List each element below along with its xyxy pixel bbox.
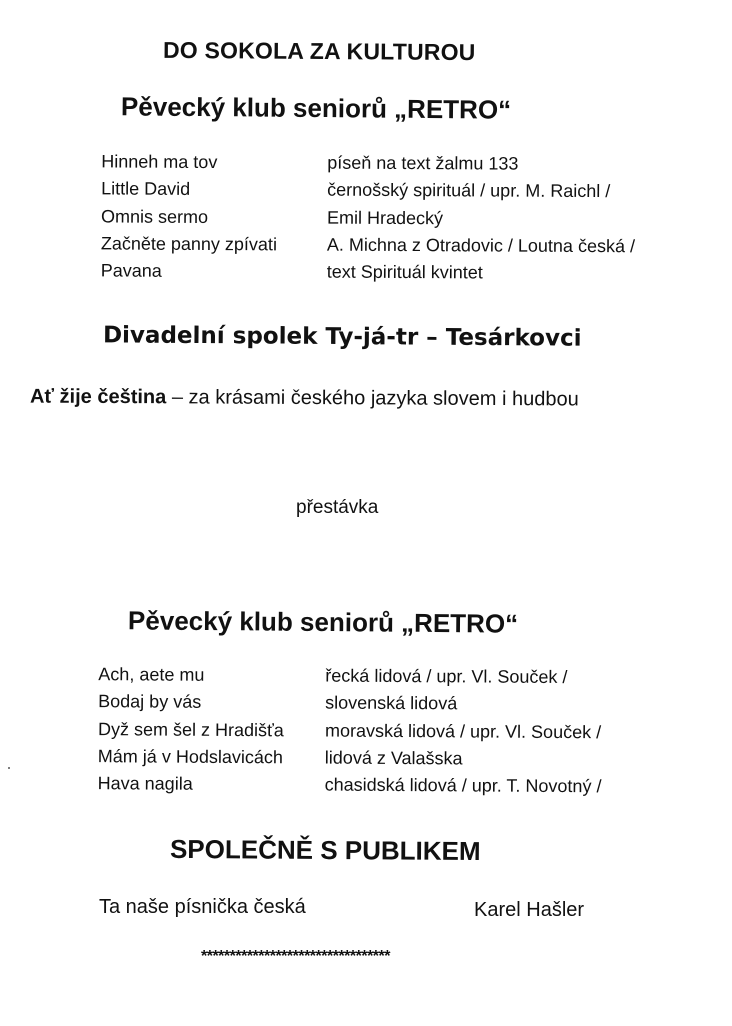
program-title: DO SOKOLA ZA KULTUROU: [162, 36, 476, 66]
repertoire-row: [101, 148, 701, 178]
song-note: lidová z Valašska: [324, 747, 463, 769]
section-heading-audience: SPOLEČNĚ S PUBLIKEM: [169, 833, 481, 867]
song-note: černošský spirituál / upr. M. Raichl /: [327, 179, 611, 202]
song-note: řecká lidová / upr. Vl. Souček /: [325, 665, 568, 688]
repertoire-row: [98, 770, 698, 801]
footer-separator: *********************************: [201, 948, 390, 965]
performance-title: Ať žije čeština: [29, 385, 167, 409]
song-title: Dyž sem šel z Hradišťa: [97, 718, 284, 740]
song-title: Hava nagila: [97, 773, 193, 794]
repertoire-row: [101, 203, 701, 233]
song-note: moravská lidová / upr. Vl. Souček /: [324, 720, 602, 742]
repertoire-row: [98, 661, 698, 692]
song-title: Ach, aete mu: [98, 664, 205, 685]
repertoire-row: [98, 716, 698, 747]
section-heading-theatre: Divadelní spolek Ty-já-tr – Tesárkovci: [102, 322, 582, 352]
finale-song-title: Ta naše písnička česká: [99, 896, 306, 918]
repertoire-row: [98, 688, 698, 719]
song-note: A. Michna z Otradovic / Loutna česká /: [326, 234, 636, 257]
song-title: Little David: [101, 178, 191, 200]
song-title: Začněte panny zpívati: [100, 233, 278, 255]
song-note: Emil Hradecký: [326, 207, 444, 228]
song-title: Hinneh ma tov: [101, 151, 218, 173]
repertoire-list-1: [101, 148, 702, 288]
section-heading-retro-1: Pěvecký klub seniorů „RETRO“: [120, 91, 512, 125]
song-note: píseň na text žalmu 133: [327, 152, 519, 174]
song-title: Omnis sermo: [100, 206, 209, 227]
song-title: Bodaj by vás: [98, 691, 202, 713]
song-title: Mám já v Hodslavicách: [97, 746, 283, 768]
repertoire-row: [101, 230, 701, 260]
song-note: chasidská lidová / upr. T. Novotný /: [324, 774, 602, 797]
song-note: text Spirituál kvintet: [326, 261, 483, 283]
song-note: slovenská lidová: [325, 692, 458, 714]
scan-speck: [8, 767, 10, 769]
repertoire-row: [98, 743, 698, 774]
section-heading-retro-2: Pěvecký klub seniorů „RETRO“: [127, 605, 519, 639]
song-title: Pavana: [100, 260, 162, 281]
performance-description: – za krásami českého jazyka slovem i hudbou: [166, 386, 579, 411]
theatre-performance: [30, 386, 579, 412]
repertoire-row: [101, 176, 701, 206]
repertoire-row: [101, 258, 701, 288]
finale-song-author: Karel Hašler: [474, 899, 585, 921]
repertoire-list-2: [98, 661, 699, 801]
intermission-label: přestávka: [296, 497, 379, 518]
